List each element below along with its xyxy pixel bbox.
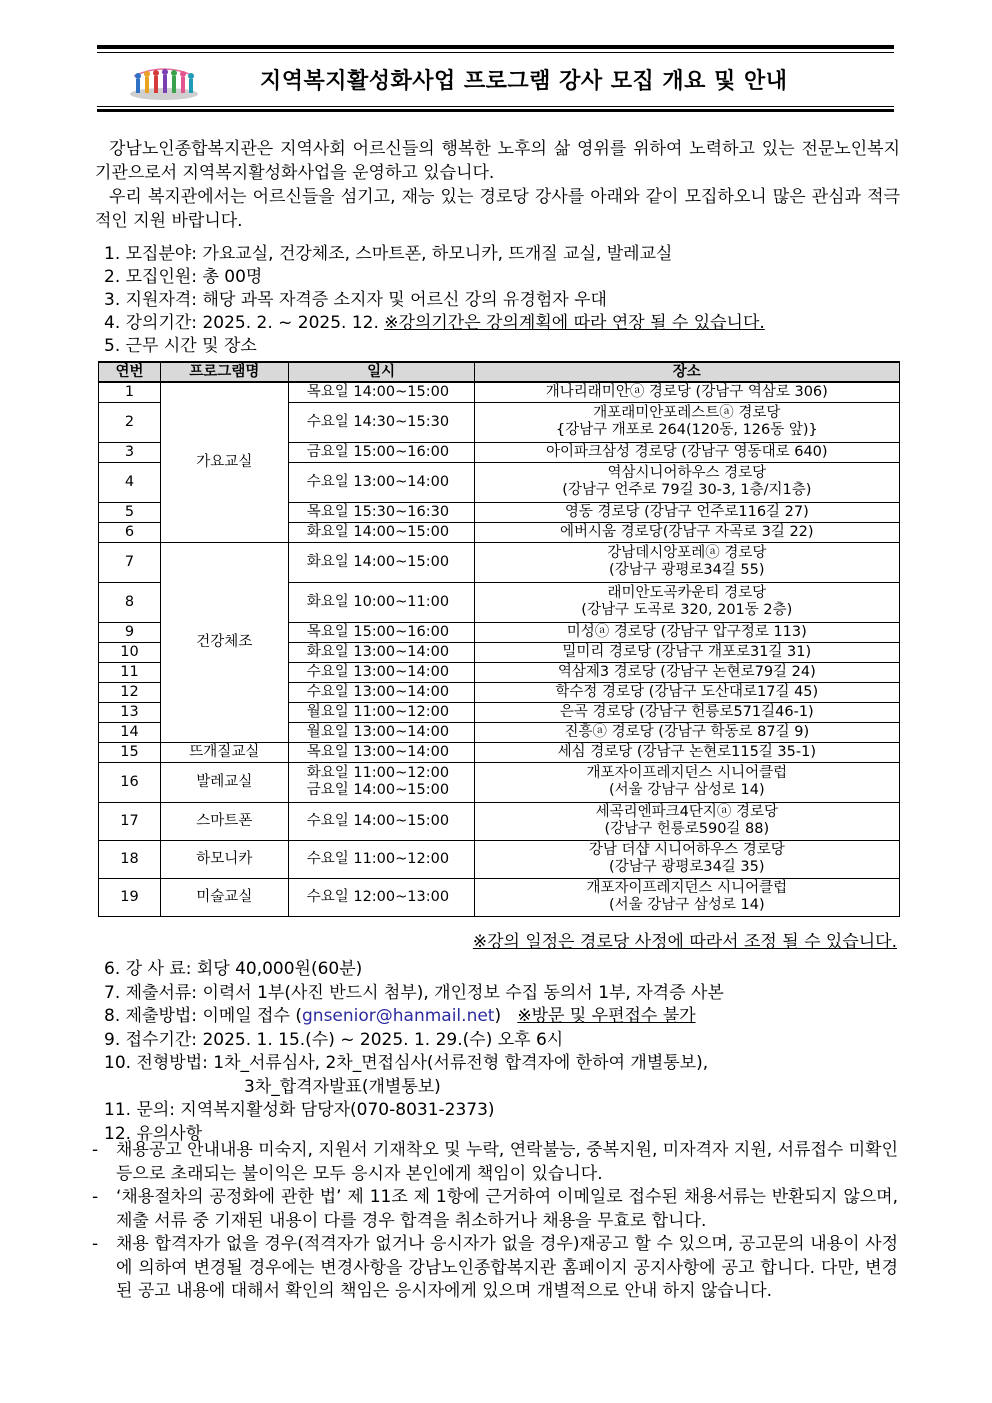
item-contact: 11. 문의: 지역복지활성화 담당자(070-8031-2373): [104, 1100, 495, 1120]
row-place: [474, 462, 899, 502]
row-place: 역삼제3 경로당 (강남구 논현로79길 24): [474, 662, 899, 682]
people-logo-icon: [128, 62, 200, 102]
row-place: [474, 762, 899, 802]
row-time: 화요일 10:00~11:00: [288, 582, 474, 622]
table-row: [99, 802, 900, 840]
item-period-note: ※강의기간은 강의계획에 따라 연장 될 수 있습니다.: [384, 313, 765, 333]
row-no: 6: [99, 522, 161, 542]
table-row: [99, 382, 900, 402]
row-place: [474, 840, 899, 878]
row-time: 화요일 14:00~15:00: [288, 522, 474, 542]
table-row: [99, 542, 900, 582]
item-method-note: ※방문 및 우편접수 불가: [517, 1006, 696, 1026]
row-time: [288, 762, 474, 802]
row-time: 수요일 14:00~15:00: [288, 802, 474, 840]
intro-paragraph-1: 강남노인종합복지관은 지역사회 어르신들의 행복한 노후의 삶 영위를 위하여 노력하고 있는 전문노인복지기관으로서 지역복지활성화사업을 운영하고 있습니다.: [95, 139, 900, 183]
item-method-close: ): [494, 1006, 502, 1026]
place-line-2: (강남구 광평로34길 55): [609, 562, 765, 578]
item-method-text: 8. 제출방법: 이메일 접수 (: [104, 1006, 302, 1026]
intro-paragraph-2: 우리 복지관에서는 어르신들을 섬기고, 재능 있는 경로당 강사를 아래와 같이 모집하오니 많은 관심과 적극적인 지원 바랍니다.: [95, 187, 900, 231]
row-time: 월요일 11:00~12:00: [288, 702, 474, 722]
item-selection: 10. 전형방법: 1차_서류심사, 2차_면접심사(서류전형 합격자에 한하여 개별통보),: [104, 1053, 709, 1073]
place-line-1: 개포자이프레지던스 시니어클럽: [586, 880, 788, 896]
header-bottom-rule-thick: [97, 109, 894, 112]
row-place: 아이파크삼성 경로당 (강남구 영동대로 640): [474, 442, 899, 462]
header-bottom-rule: [97, 106, 894, 107]
row-no: 15: [99, 742, 161, 762]
row-place: 영동 경로당 (강남구 언주로116길 27): [474, 502, 899, 522]
place-line-2: (서울 강남구 삼성로 14): [608, 897, 765, 913]
caution-item: [92, 1139, 898, 1186]
caution-text: 채용 합격자가 없을 경우(적격자가 없거나 응시자가 없을 경우)재공고 할 수 있으며, 공고문의 내용이 사정에 의하여 변경될 경우에는 변경사항을 강남노인종합복지관 홈페이지 공지사항에 공고 합니다. 다만, 변경된 공고 내용에 대해서 확인의 책임은 응시자에게 있으며 개별적으로 안내 하지 않습니다.: [116, 1234, 898, 1301]
row-no: 11: [99, 662, 161, 682]
item-method: [104, 1005, 904, 1029]
row-no: 3: [99, 442, 161, 462]
row-place: 에버시움 경로당(강남구 자곡로 3길 22): [474, 522, 899, 542]
place-line-2: (강남구 헌릉로590길 88): [604, 821, 770, 837]
place-line-2: (강남구 광평로34길 35): [609, 859, 765, 875]
row-time: 목요일 15:30~16:30: [288, 502, 474, 522]
place-line-1: 개포래미안포레스트ⓐ 경로당: [593, 405, 781, 421]
caution-text: 채용공고 안내내용 미숙지, 지원서 기재착오 및 누락, 연락불능, 중복지원, 미자격자 지원, 서류접수 미확인 등으로 초래되는 불이익은 모두 응시자 본인에게 책임이 있습니다.: [116, 1140, 898, 1184]
table-row: [99, 742, 900, 762]
item-qualification: 3. 지원자격: 해당 과목 자격증 소지자 및 어르신 강의 유경험자 우대: [104, 290, 607, 310]
row-time: 수요일 13:00~14:00: [288, 462, 474, 502]
recruit-items: [104, 243, 894, 358]
email-link[interactable]: gnsenior@hanmail.net: [302, 1006, 495, 1026]
dash-bullet: -: [92, 1187, 99, 1207]
row-time: 수요일 13:00~14:00: [288, 682, 474, 702]
time-line-2: 금요일 14:00~15:00: [306, 782, 450, 798]
dash-bullet: -: [92, 1140, 99, 1160]
caution-text: ‘채용절차의 공정화에 관한 법’ 제 11조 제 1항에 근거하여 이메일로 접수된 채용서류는 반환되지 않으며, 제출 서류 중 기재된 내용이 다를 경우 합격을 취소하거나 채용을 무효로 합니다.: [116, 1187, 898, 1231]
place-line-2: {강남구 개포로 264(120동, 126동 앞)}: [555, 422, 818, 438]
row-place: [474, 402, 899, 442]
row-no: 16: [99, 762, 161, 802]
header-no: 연번: [99, 362, 161, 382]
row-no: 9: [99, 622, 161, 642]
place-line-2: (강남구 도곡로 320, 201동 2층): [581, 602, 793, 618]
row-place: [474, 802, 899, 840]
program-group: 가요교실: [160, 382, 288, 542]
program-group: 하모니카: [160, 840, 288, 878]
program-group: 뜨개질교실: [160, 742, 288, 762]
row-time: 목요일 14:00~15:00: [288, 382, 474, 402]
caution-item: [92, 1233, 898, 1304]
place-line-1: 래미안도곡카운티 경로당: [607, 585, 767, 601]
time-line-1: 화요일 11:00~12:00: [306, 765, 450, 781]
row-no: 14: [99, 722, 161, 742]
row-place: 세심 경로당 (강남구 논현로115길 35-1): [474, 742, 899, 762]
item-period: [104, 312, 894, 335]
item-documents: 7. 제출서류: 이력서 1부(사진 반드시 첨부), 개인정보 수집 동의서 1부, 자격증 사본: [104, 982, 724, 1003]
item-caution-heading: 12. 유의사항: [104, 1123, 203, 1144]
row-place: 진흥ⓐ 경로당 (강남구 학동로 87길 9): [474, 722, 899, 742]
place-line-1: 역삼시니어하우스 경로당: [607, 465, 767, 481]
place-line-2: (강남구 언주로 79길 30-3, 1층/지1층): [562, 482, 812, 498]
row-place: 밀미리 경로당 (강남구 개포로31길 31): [474, 642, 899, 662]
item-receipt-period: 9. 접수기간: 2025. 1. 15.(수) ~ 2025. 1. 29.(수) 오후 6시: [104, 1029, 564, 1050]
dash-bullet: -: [92, 1234, 99, 1254]
row-time: 화요일 13:00~14:00: [288, 642, 474, 662]
row-place: [474, 542, 899, 582]
row-place: [474, 582, 899, 622]
place-line-2: (서울 강남구 삼성로 14): [608, 782, 765, 798]
item-period-text: 4. 강의기간: 2025. 2. ~ 2025. 12.: [104, 313, 385, 333]
place-line-1: 강남 더샵 시니어하우스 경로당: [588, 842, 785, 858]
caution-list: [92, 1139, 898, 1304]
row-no: 12: [99, 682, 161, 702]
place-line-1: 세곡리엔파크4단지ⓐ 경로당: [595, 804, 778, 820]
header-top-rule: [97, 45, 894, 49]
page-title: 지역복지활성화사업 프로그램 강사 모집 개요 및 안내: [260, 69, 788, 94]
row-place: 개나리래미안ⓐ 경로당 (강남구 역삼로 306): [474, 382, 899, 402]
table-row: [99, 762, 900, 802]
row-time: 수요일 14:30~15:30: [288, 402, 474, 442]
row-no: 7: [99, 542, 161, 582]
row-time: 목요일 13:00~14:00: [288, 742, 474, 762]
item-fee: 6. 강 사 료: 회당 40,000원(60분): [104, 959, 363, 979]
row-time: 수요일 11:00~12:00: [288, 840, 474, 878]
row-time: 목요일 15:00~16:00: [288, 622, 474, 642]
row-no: 1: [99, 382, 161, 402]
row-no: 17: [99, 802, 161, 840]
schedule-note: ※강의 일정은 경로당 사정에 따라서 조정 될 수 있습니다.: [472, 932, 897, 952]
program-group: 발레교실: [160, 762, 288, 802]
row-time: 화요일 14:00~15:00: [288, 542, 474, 582]
row-no: 5: [99, 502, 161, 522]
row-no: 18: [99, 840, 161, 878]
row-time: 수요일 13:00~14:00: [288, 662, 474, 682]
row-place: 학수정 경로당 (강남구 도산대로17길 45): [474, 682, 899, 702]
recruit-items-2: [104, 958, 904, 1146]
table-header-row: [99, 362, 900, 382]
row-place: 미성ⓐ 경로당 (강남구 압구정로 113): [474, 622, 899, 642]
program-group: 스마트폰: [160, 802, 288, 840]
place-line-1: 강남데시앙포레ⓐ 경로당: [607, 545, 767, 561]
place-line-1: 개포자이프레지던스 시니어클럽: [586, 765, 788, 781]
header-time: 일시: [288, 362, 474, 382]
row-place: [474, 878, 899, 916]
row-no: 8: [99, 582, 161, 622]
item-field: 1. 모집분야: 가요교실, 건강체조, 스마트폰, 하모니카, 뜨개질 교실, 발레교실: [104, 244, 673, 264]
intro-section: [95, 137, 900, 233]
table-row: [99, 878, 900, 916]
caution-item: [92, 1186, 898, 1233]
table-row: [99, 840, 900, 878]
header-top-rule-thin: [97, 52, 894, 53]
row-no: 4: [99, 462, 161, 502]
item-selection-cont: 3차_합격자발표(개별통보): [244, 1076, 441, 1097]
row-no: 10: [99, 642, 161, 662]
row-time: 수요일 12:00~13:00: [288, 878, 474, 916]
row-no: 19: [99, 878, 161, 916]
item-schedule-heading: 5. 근무 시간 및 장소: [104, 336, 257, 356]
row-place: 은곡 경로당 (강남구 헌릉로571길46-1): [474, 702, 899, 722]
program-group: 미술교실: [160, 878, 288, 916]
header-program: 프로그램명: [160, 362, 288, 382]
schedule-table: [98, 361, 900, 917]
item-headcount: 2. 모집인원: 총 00명: [104, 267, 263, 287]
program-group: 건강체조: [160, 542, 288, 742]
header-place: 장소: [474, 362, 899, 382]
row-time: 월요일 13:00~14:00: [288, 722, 474, 742]
row-no: 2: [99, 402, 161, 442]
row-time: 금요일 15:00~16:00: [288, 442, 474, 462]
row-no: 13: [99, 702, 161, 722]
